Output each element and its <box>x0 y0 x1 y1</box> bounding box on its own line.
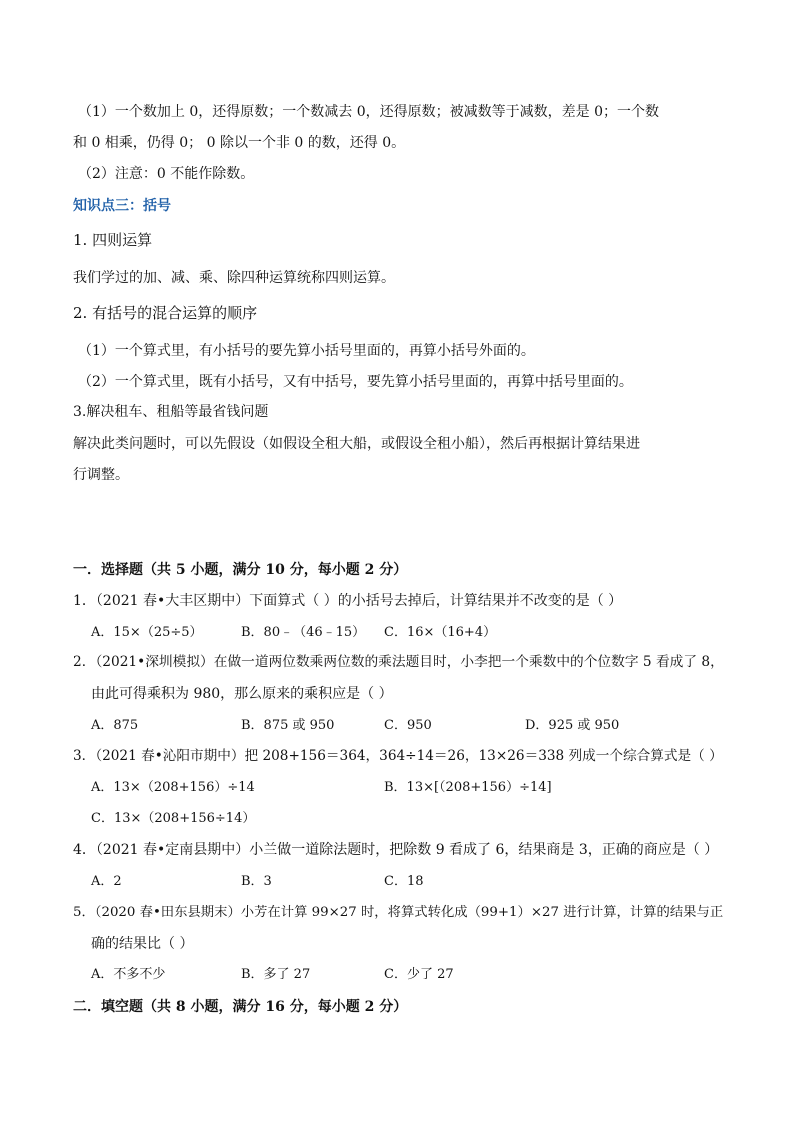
question-4-option-a: A．2 <box>91 874 122 889</box>
question-1-option-b: B．80﹣（46﹣15） <box>241 625 366 640</box>
knowledge-point-3-title: 知识点三：括号 <box>73 198 171 214</box>
question-3-option-b: B．13×[（208+156）÷14] <box>384 780 552 795</box>
question-2-option-c: C．950 <box>384 718 432 733</box>
section-1-title: 一．选择题（共 5 小题，满分 10 分，每小题 2 分） <box>73 562 408 578</box>
subsection-3-line-2: 行调整。 <box>73 467 129 483</box>
question-2-stem-line-2: 由此可得乘积为 980，那么原来的乘积应是（ ） <box>91 686 393 702</box>
zero-rule-note: （2）注意：0 不能作除数。 <box>78 166 255 182</box>
subsection-3-title: 3.解决租车、租船等最省钱问题 <box>73 404 269 420</box>
question-2-option-b: B．875 或 950 <box>241 718 335 733</box>
question-1-option-a: A．15×（25÷5） <box>91 625 203 640</box>
subsection-2-item-2: （2）一个算式里，既有小括号，又有中括号，要先算小括号里面的，再算中括号里面的。 <box>78 374 633 390</box>
question-5-option-b: B．多了 27 <box>241 967 311 982</box>
zero-rule-line-1: （1）一个数加上 0，还得原数；一个数减去 0，还得原数；被减数等于减数，差是 0；一个数 <box>78 104 659 120</box>
subsection-3-line-1: 解决此类问题时，可以先假设（如假设全租大船，或假设全租小船），然后再根据计算结果进 <box>73 436 640 452</box>
subsection-2-item-1: （1）一个算式里，有小括号的要先算小括号里面的，再算小括号外面的。 <box>78 343 535 359</box>
subsection-1-title: 1. 四则运算 <box>73 231 153 249</box>
question-5-option-a: A．不多不少 <box>91 967 166 982</box>
subsection-2-title: 2. 有括号的混合运算的顺序 <box>73 304 258 322</box>
question-5-option-c: C．少了 27 <box>384 967 454 982</box>
question-1-option-c: C．16×（16+4） <box>384 625 497 640</box>
question-4-option-b: B．3 <box>241 874 272 889</box>
question-4-option-c: C．18 <box>384 874 424 889</box>
question-2-stem-line-1: 2．（2021•深圳模拟）在做一道两位数乘两位数的乘法题目时，小李把一个乘数中的个位数字 5 看成了 8， <box>73 654 724 670</box>
question-2-option-d: D．925 或 950 <box>525 718 620 733</box>
question-4-stem: 4．（2021 春•定南县期中）小兰做一道除法题时，把除数 9 看成了 6，结果商是 3，正确的商应是（ ） <box>73 842 719 858</box>
question-2-option-a: A．875 <box>91 718 139 733</box>
zero-rule-line-2: 和 0 相乘，仍得 0； 0 除以一个非 0 的数，还得 0。 <box>73 135 406 151</box>
subsection-1-text: 我们学过的加、减、乘、除四种运算统称四则运算。 <box>73 270 395 286</box>
section-2-title: 二．填空题（共 8 小题，满分 16 分，每小题 2 分） <box>73 999 408 1015</box>
question-3-option-c: C．13×（208+156÷14） <box>91 811 256 826</box>
question-5-stem-line-1: 5．（2020 春•田东县期末）小芳在计算 99×27 时，将算式转化成（99+1）×27 进行计算，计算的结果与正 <box>73 905 724 920</box>
question-3-option-a: A．13×（208+156）÷14 <box>91 780 255 795</box>
question-3-stem: 3．（2021 春•沁阳市期中）把 208+156＝364，364÷14＝26，13×26＝338 列成一个综合算式是（ ） <box>73 748 723 764</box>
question-5-stem-line-2: 确的结果比（ ） <box>91 936 194 952</box>
question-1-stem: 1．（2021 春•大丰区期中）下面算式（ ）的小括号去掉后，计算结果并不改变的是（ ） <box>73 593 623 609</box>
